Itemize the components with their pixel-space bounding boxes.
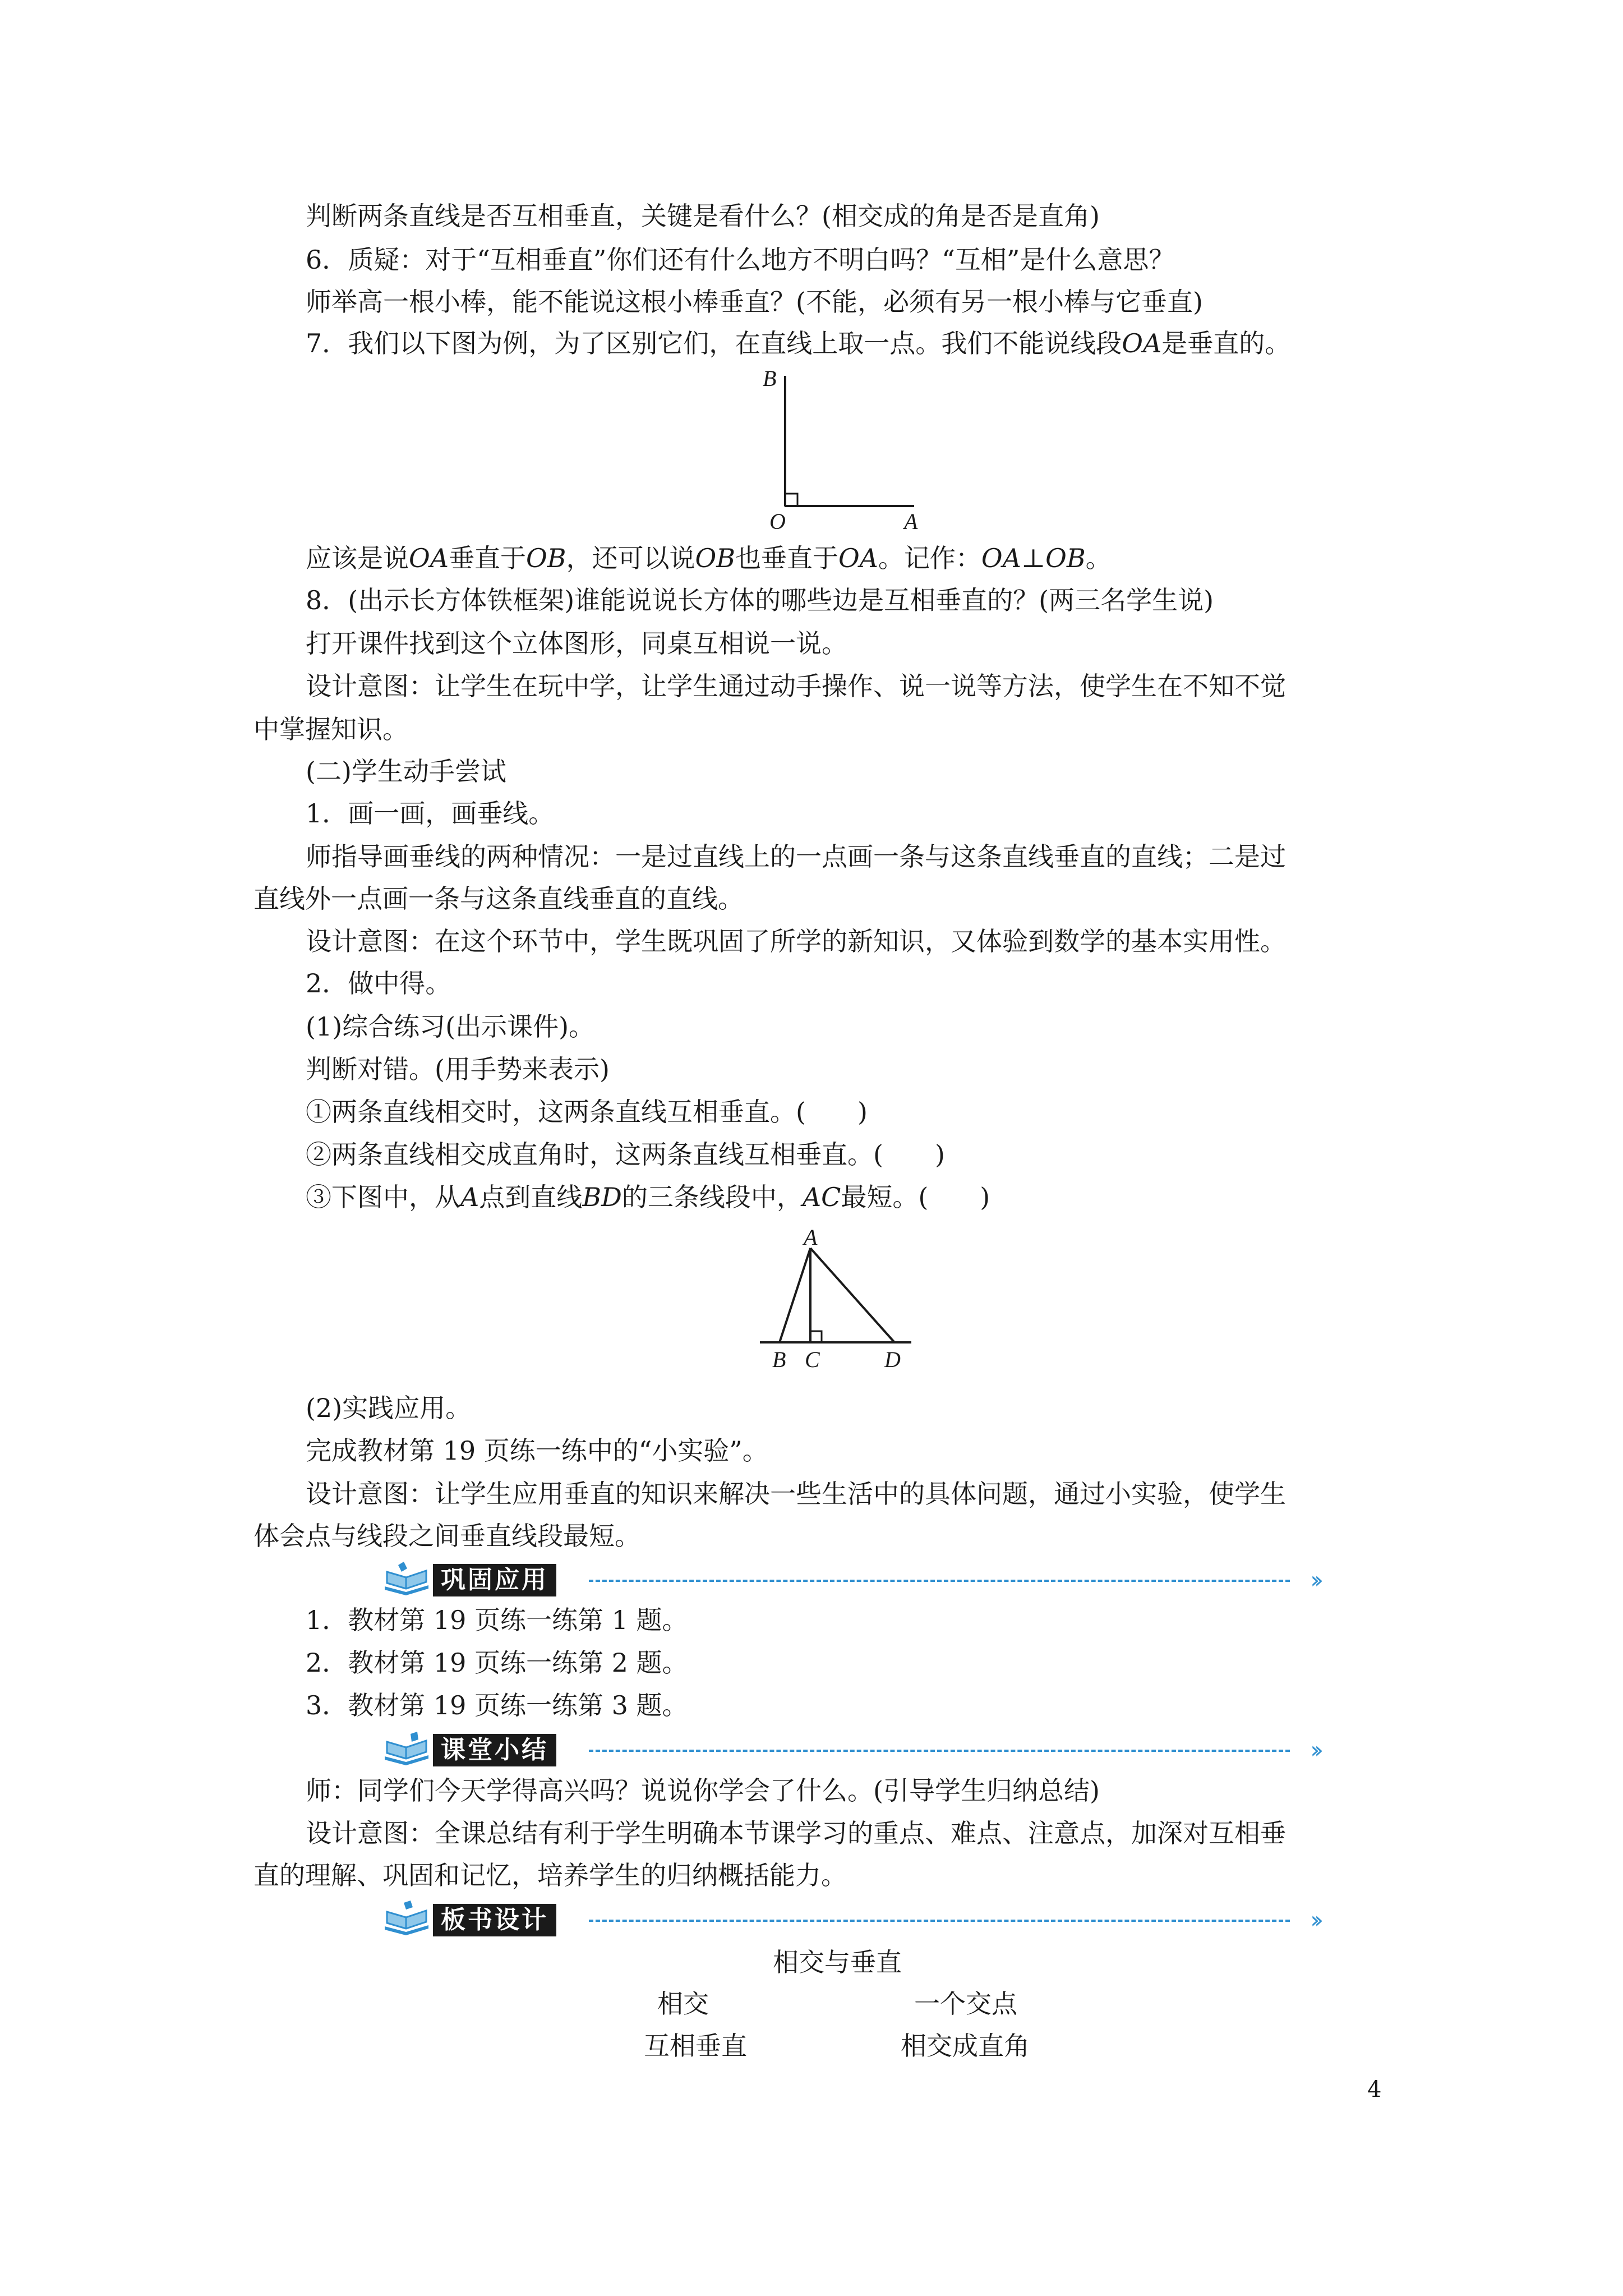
page-number: 4: [1367, 2077, 1382, 2102]
list-item: 3．教材第 19 页练一练第 3 题。: [306, 1690, 688, 1720]
segment-name: OA: [838, 543, 878, 573]
paragraph-line: 6．质疑：对于“互相垂直”你们还有什么地方不明白吗？“互相”是什么意思？: [306, 245, 1175, 275]
text: 点到直线: [479, 1182, 583, 1212]
text: ，还可以说: [566, 543, 695, 573]
label-d: D: [884, 1347, 901, 1372]
segment-name: BD: [582, 1182, 622, 1212]
figure-triangle: [760, 1226, 928, 1380]
dashed-divider: [589, 1750, 1290, 1752]
text: 的三条线段中，: [621, 1182, 803, 1212]
question-item: ①两条直线相交时，这两条直线互相垂直。( ): [306, 1097, 868, 1127]
figure-right-angle: [751, 365, 931, 533]
label-a: A: [904, 509, 918, 533]
double-chevron-icon: ››: [1310, 1566, 1318, 1594]
text: 也垂直于: [735, 543, 838, 573]
text: 。记作：: [878, 543, 981, 573]
paragraph-line: 2．做中得。: [306, 968, 451, 999]
dashed-divider: [589, 1580, 1290, 1582]
text: ③下图中，从: [306, 1182, 460, 1212]
section-banner-summary: [381, 1731, 1324, 1770]
paragraph-line: [306, 326, 1290, 360]
question-item: ②两条直线相交成直角时，这两条直线互相垂直。( ): [306, 1139, 945, 1170]
segment-name: OA: [1122, 328, 1162, 358]
paragraph-line: 8．(出示长方体铁框架)谁能说说长方体的哪些边是互相垂直的？(两三名学生说): [306, 585, 1214, 615]
banner-label: 板书设计: [433, 1904, 556, 1936]
paragraph-line: 1．画一画，画垂线。: [306, 798, 555, 829]
paragraph-line: 师指导画垂线的两种情况：一是过直线上的一点画一条与这条直线垂直的直线；二是过: [306, 841, 1286, 872]
paragraph-line: 体会点与线段之间垂直线段最短。: [253, 1521, 640, 1551]
text: 7．我们以下图为例，为了区别它们，在直线上取一点。我们不能说线段: [306, 328, 1122, 358]
board-term-intersect: 相交: [657, 1989, 709, 2019]
segment-name: OB: [1045, 543, 1086, 573]
paragraph-line: 中掌握知识。: [253, 714, 408, 744]
paragraph-line: 设计意图：让学生应用垂直的知识来解决一些生活中的具体问题，通过小实验，使学生: [306, 1479, 1286, 1509]
banner-label: 巩固应用: [433, 1564, 556, 1596]
paragraph-line: [306, 541, 1112, 575]
segment-name: OA: [981, 543, 1021, 573]
segment-name: AC: [802, 1182, 841, 1212]
book-icon: [381, 1731, 432, 1770]
segment-name: OB: [525, 543, 566, 573]
label-c: C: [805, 1347, 820, 1372]
paragraph-line: 设计意图：在这个环节中，学生既巩固了所学的新知识，又体验到数学的基本实用性。: [306, 926, 1286, 956]
paragraph-line: 判断对错。(用手势来表示): [306, 1054, 610, 1084]
paragraph-line: 判断两条直线是否互相垂直，关键是看什么？(相交成的角是否是直角): [306, 201, 1100, 231]
paragraph-line: (1)综合练习(出示课件)。: [306, 1011, 595, 1042]
board-definition-perpendicular: 相交成直角: [901, 2031, 1030, 2061]
label-b: B: [772, 1347, 786, 1372]
list-item: 1．教材第 19 页练一练第 1 题。: [306, 1605, 688, 1635]
paragraph-line: 直线外一点画一条与这条直线垂直的直线。: [253, 884, 744, 914]
text: 应该是说: [306, 543, 409, 573]
book-icon: [381, 1561, 432, 1600]
double-chevron-icon: ››: [1310, 1736, 1318, 1764]
label-a: A: [804, 1226, 818, 1250]
paragraph-line: 打开课件找到这个立体图形，同桌互相说一说。: [306, 628, 847, 659]
paragraph-line: (2)实践应用。: [306, 1393, 472, 1423]
segment-name: OB: [695, 543, 735, 573]
board-definition-intersect: 一个交点: [914, 1989, 1017, 2019]
book-icon: [381, 1901, 432, 1940]
paragraph-line: 设计意图：让学生在玩中学，让学生通过动手操作、说一说等方法，使学生在不知不觉: [306, 671, 1286, 701]
paragraph-line: 完成教材第 19 页练一练中的“小实验”。: [306, 1435, 768, 1466]
perp-symbol: ⊥: [1021, 543, 1046, 573]
question-item: [306, 1180, 990, 1214]
text: 最短。( ): [841, 1182, 990, 1212]
paragraph-line: 设计意图：全课总结有利于学生明确本节课学习的重点、难点、注意点，加深对互相垂: [306, 1818, 1286, 1848]
text: 垂直于: [448, 543, 526, 573]
section-banner-board: [381, 1901, 1324, 1940]
paragraph-line: 师举高一根小棒，能不能说这根小棒垂直？(不能，必须有另一根小棒与它垂直): [306, 287, 1203, 317]
double-chevron-icon: ››: [1310, 1906, 1318, 1934]
banner-label: 课堂小结: [433, 1734, 556, 1766]
board-term-perpendicular: 互相垂直: [644, 2031, 747, 2061]
section-heading: (二)学生动手尝试: [306, 756, 506, 786]
section-banner-consolidate: [381, 1561, 1324, 1600]
text: 是垂直的。: [1161, 328, 1291, 358]
board-title: 相交与垂直: [773, 1947, 902, 1977]
text: 。: [1085, 543, 1112, 573]
label-b: B: [763, 366, 777, 391]
paragraph-line: 师：同学们今天学得高兴吗？说说你学会了什么。(引导学生归纳总结): [306, 1775, 1100, 1806]
paragraph-line: 直的理解、巩固和记忆，培养学生的归纳概括能力。: [253, 1860, 847, 1890]
segment-name: OA: [409, 543, 449, 573]
point-name: A: [460, 1182, 479, 1212]
dashed-divider: [589, 1920, 1290, 1922]
label-o: O: [769, 509, 786, 533]
list-item: 2．教材第 19 页练一练第 2 题。: [306, 1648, 688, 1678]
